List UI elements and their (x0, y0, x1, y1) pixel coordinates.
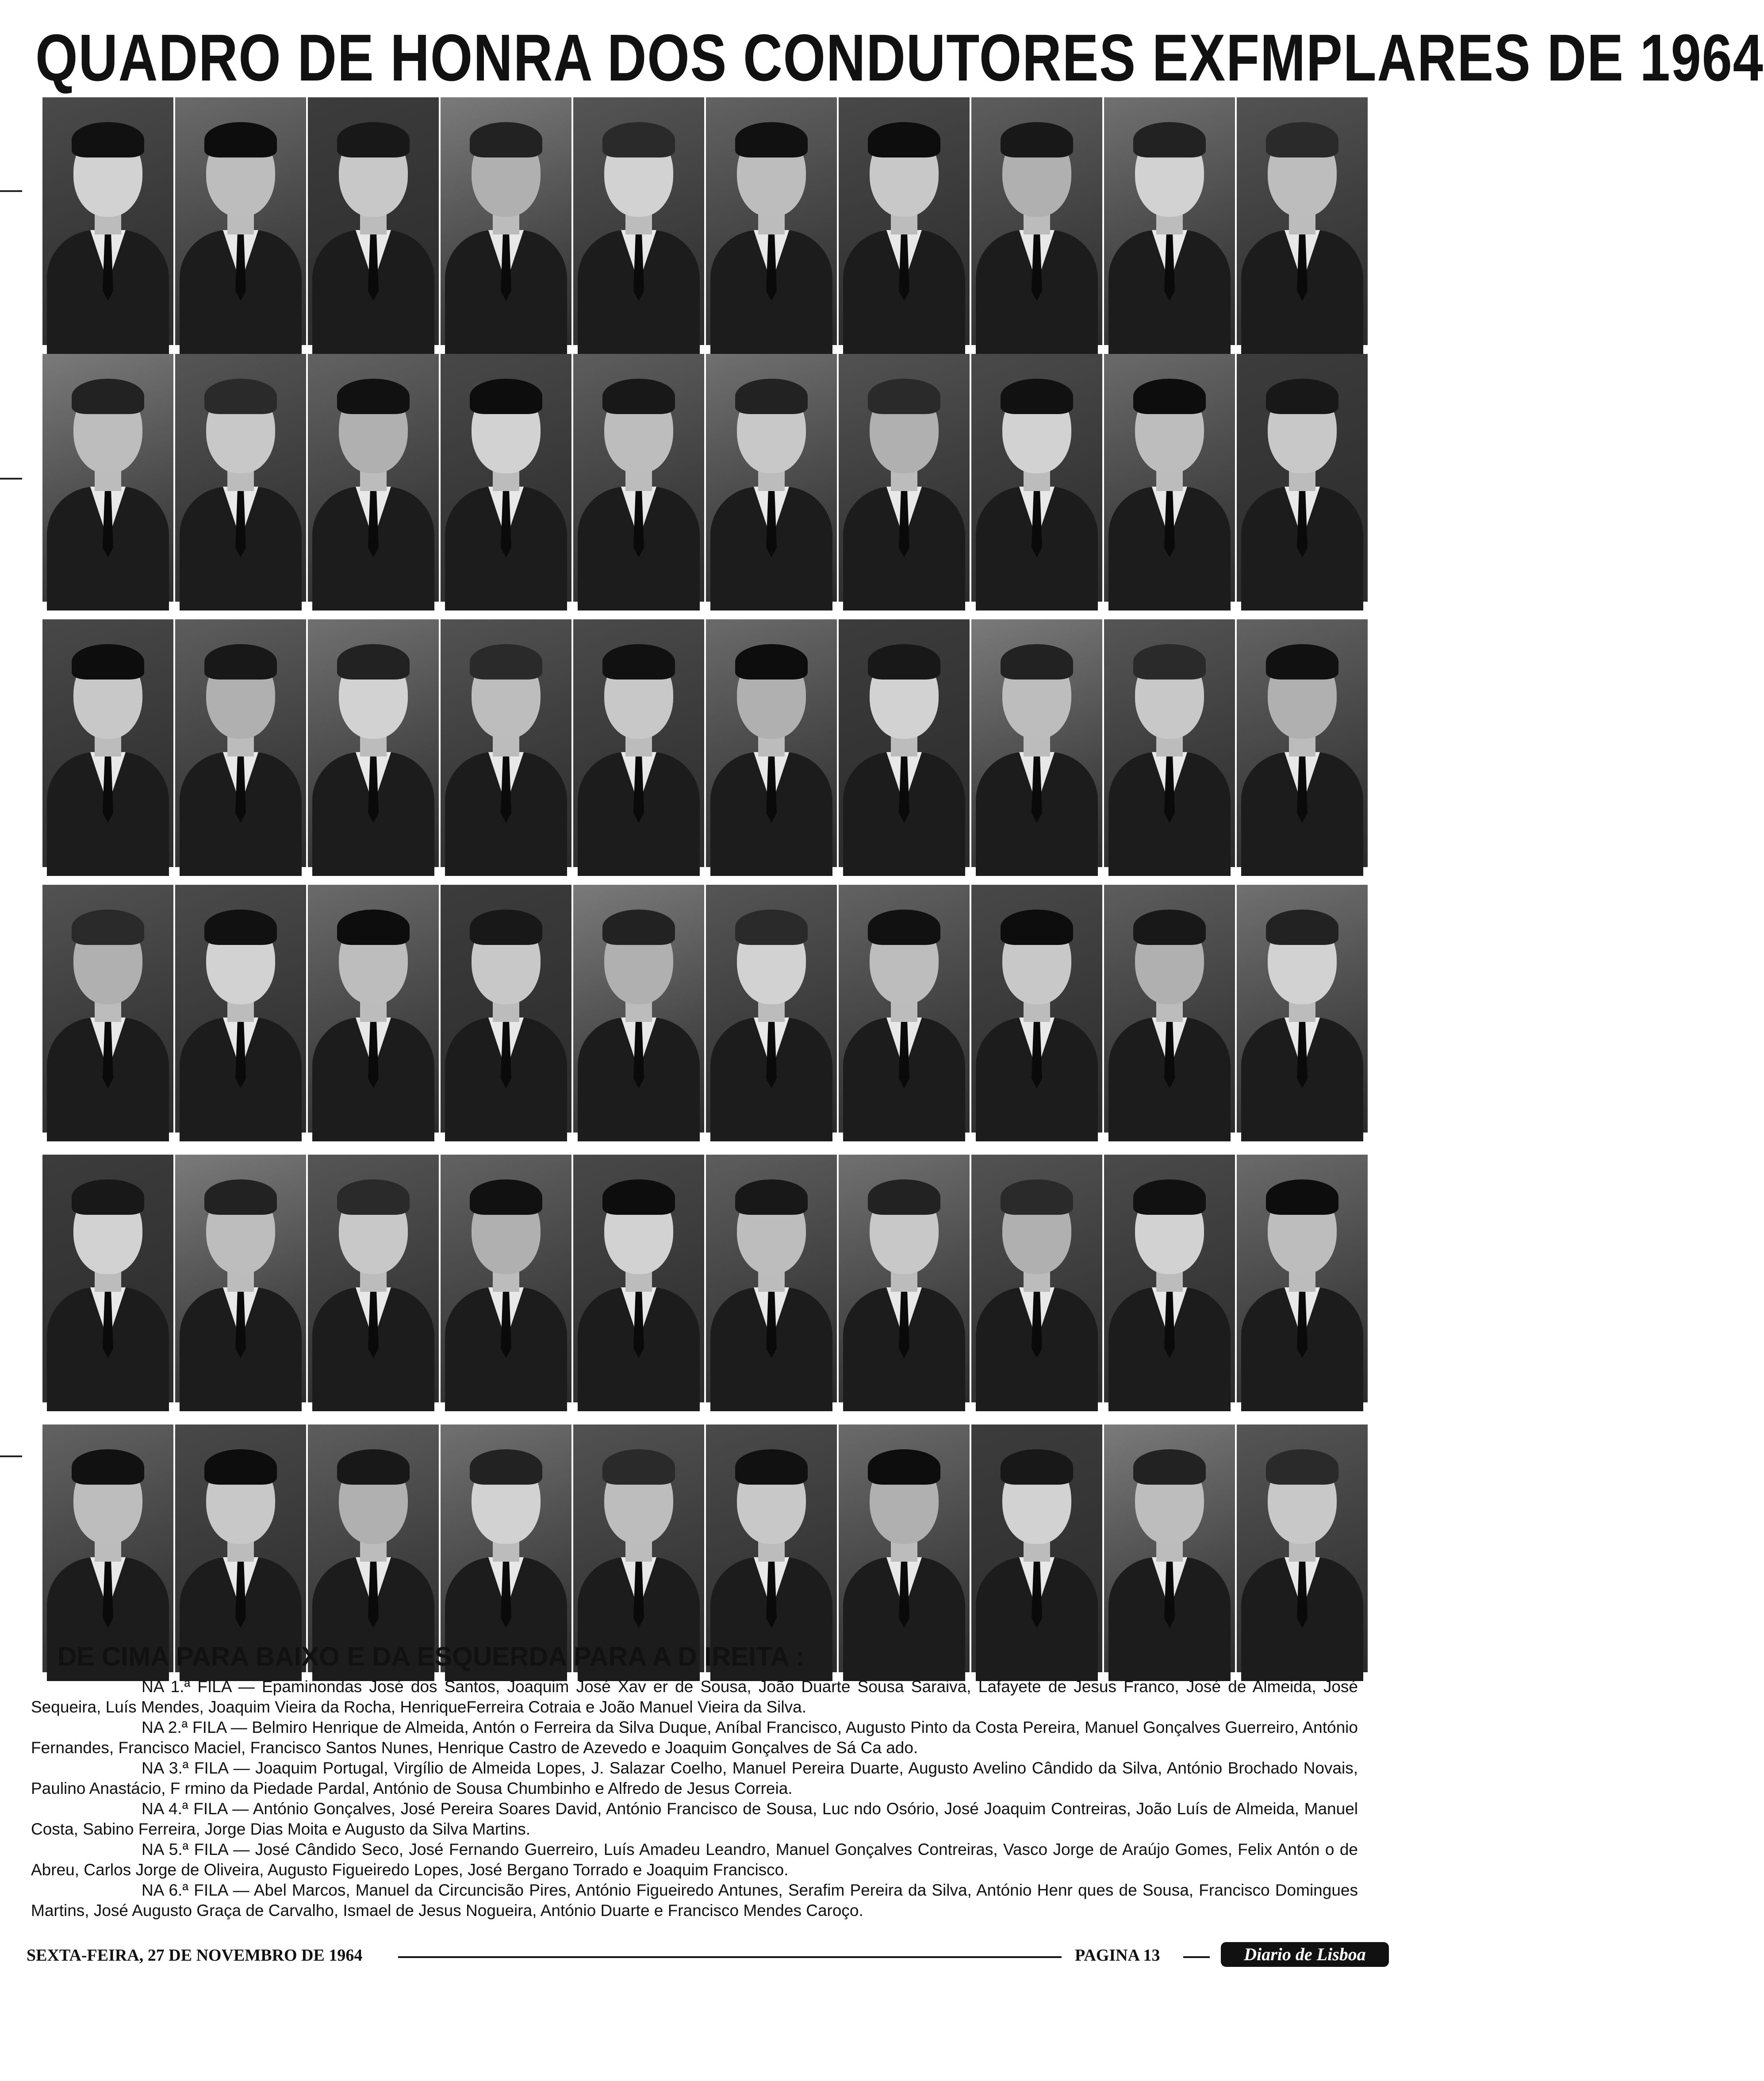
portrait-photo (1104, 619, 1235, 867)
portrait-photo (175, 885, 306, 1133)
portrait-photo (706, 1155, 837, 1402)
caption-row-6: NA 6.ª FILA — Abel Marcos, Manuel da Circuncisão Pires, António Figueiredo Antunes, Serafim Pereira da Silva, António Henr ques de Sousa, Francisco Domingues Martins, José Augusto Graça de Carvalho, Ismael de Jesus Nogueira, António Duarte e Francisco Mendes Caroço. (31, 1881, 1358, 1920)
portrait-photo (308, 1155, 439, 1402)
portrait-photo (839, 354, 970, 602)
portrait-row-3 (42, 619, 1369, 867)
portrait-photo (573, 619, 704, 867)
caption-list (31, 1677, 1358, 1921)
portrait-photo (573, 885, 704, 1133)
portrait-photo (441, 619, 571, 867)
portrait-photo (308, 354, 439, 602)
portrait-photo (441, 1155, 571, 1402)
caption-row-4: NA 4.ª FILA — António Gonçalves, José Pereira Soares David, António Francisco de Sousa, Luc ndo Osório, José Joaquim Contreiras, João Luís de Almeida, Manuel Costa, Sabino Ferreira, Jorge Dias Moita e Augusto da Silva Martins. (31, 1800, 1358, 1838)
caption-row-5: NA 5.ª FILA — José Cândido Seco, José Fernando Guerreiro, Luís Amadeu Leandro, Manuel Gonçalves Contreiras, Vasco Jorge de Araújo Gomes, Felix Antón o de Abreu, Carlos Jorge de Oliveira, Augusto Figueiredo Lopes, José Bergano Torrado e Joaquim Francisco. (31, 1840, 1358, 1879)
footer-rule (1183, 1956, 1210, 1958)
portrait-photo (1237, 885, 1368, 1133)
portrait-photo (308, 619, 439, 867)
portrait-photo (175, 1155, 306, 1402)
portrait-photo (971, 354, 1102, 602)
portrait-photo (175, 97, 306, 345)
portrait-photo (42, 619, 173, 867)
portrait-photo (308, 97, 439, 345)
portrait-photo (175, 619, 306, 867)
portrait-photo (971, 619, 1102, 867)
portrait-photo (42, 354, 173, 602)
portrait-photo (1237, 1155, 1368, 1402)
margin-mark (0, 478, 22, 480)
footer-rule (398, 1956, 1062, 1958)
portrait-photo (1104, 354, 1235, 602)
page-number: PAGINA 13 (1075, 1946, 1160, 1965)
portrait-photo (573, 1424, 704, 1672)
portrait-photo (971, 1155, 1102, 1402)
caption-row-2: NA 2.ª FILA — Belmiro Henrique de Almeida, Antón o Ferreira da Silva Duque, Aníbal Francisco, Augusto Pinto da Costa Pereira, Manuel Gonçalves Guerreiro, António Fernandes, Francisco Maciel, Francisco Santos Nunes, Henrique Castro de Azevedo e Joaquim Gonçalves de Sá Ca ado. (31, 1718, 1358, 1757)
portrait-row-2 (42, 354, 1369, 602)
portrait-photo (839, 1155, 970, 1402)
portrait-photo (706, 619, 837, 867)
portrait-photo (971, 885, 1102, 1133)
portrait-photo (1237, 1424, 1368, 1672)
portrait-photo (573, 354, 704, 602)
portrait-photo (441, 97, 571, 345)
portrait-photo (1237, 619, 1368, 867)
portrait-photo (441, 885, 571, 1133)
caption-row-1: NA 1.ª FILA — Epaminondas José dos Santos, Joaquim José Xav er de Sousa, João Duarte Sousa Saraiva, Lafayete de Jesus Franco, José de Almeida, José Sequeira, Luís Mendes, Joaquim Vieira da Rocha, HenriqueFerreira Cotraia e João Manuel Vieira da Silva. (31, 1678, 1358, 1716)
caption-heading: DE CIMA PARA BAIXO E DA ESQUERDA PARA A D IREITA : (58, 1642, 805, 1671)
issue-date: SEXTA-FEIRA, 27 DE NOVEMBRO DE 1964 (27, 1946, 363, 1965)
portrait-photo (706, 97, 837, 345)
page-footer (27, 1942, 1367, 1969)
portrait-photo (441, 354, 571, 602)
portrait-photo (1237, 354, 1368, 602)
portrait-photo (839, 619, 970, 867)
portrait-photo (1104, 97, 1235, 345)
portrait-row-1 (42, 97, 1369, 345)
portrait-photo (706, 885, 837, 1133)
portrait-photo (308, 1424, 439, 1672)
portrait-photo (1104, 1424, 1235, 1672)
portrait-photo (839, 1424, 970, 1672)
portrait-photo (573, 97, 704, 345)
portrait-row-4 (42, 885, 1369, 1133)
portrait-photo (42, 885, 173, 1133)
portrait-photo (42, 1155, 173, 1402)
newspaper-logo: Diario de Lisboa (1221, 1942, 1389, 1967)
portrait-row-6 (42, 1424, 1369, 1672)
portrait-photo (175, 354, 306, 602)
portrait-photo (1104, 885, 1235, 1133)
caption-row-3: NA 3.ª FILA — Joaquim Portugal, Virgílio de Almeida Lopes, J. Salazar Coelho, Manuel Pereira Duarte, Augusto Avelino Cândido da Silva, António Brochado Novais, Paulino Anastácio, F rmino da Piedade Pardal, António de Sousa Chumbinho e Alfredo de Jesus Correia. (31, 1759, 1358, 1797)
margin-mark (0, 1455, 22, 1457)
margin-mark (0, 190, 22, 192)
portrait-photo (573, 1155, 704, 1402)
portrait-photo (706, 1424, 837, 1672)
portrait-photo (308, 885, 439, 1133)
portrait-photo (839, 97, 970, 345)
portrait-photo (839, 885, 970, 1133)
portrait-photo (971, 1424, 1102, 1672)
portrait-photo (1104, 1155, 1235, 1402)
portrait-photo (441, 1424, 571, 1672)
portrait-photo (175, 1424, 306, 1672)
portrait-row-5 (42, 1155, 1369, 1402)
portrait-photo (971, 97, 1102, 345)
portrait-photo (42, 97, 173, 345)
portrait-photo (42, 1424, 173, 1672)
page-title: QUADRO DE HONRA DOS CONDUTORES EXFMPLARES DE 1964 (35, 20, 1764, 95)
portrait-photo (1237, 97, 1368, 345)
portrait-photo (706, 354, 837, 602)
